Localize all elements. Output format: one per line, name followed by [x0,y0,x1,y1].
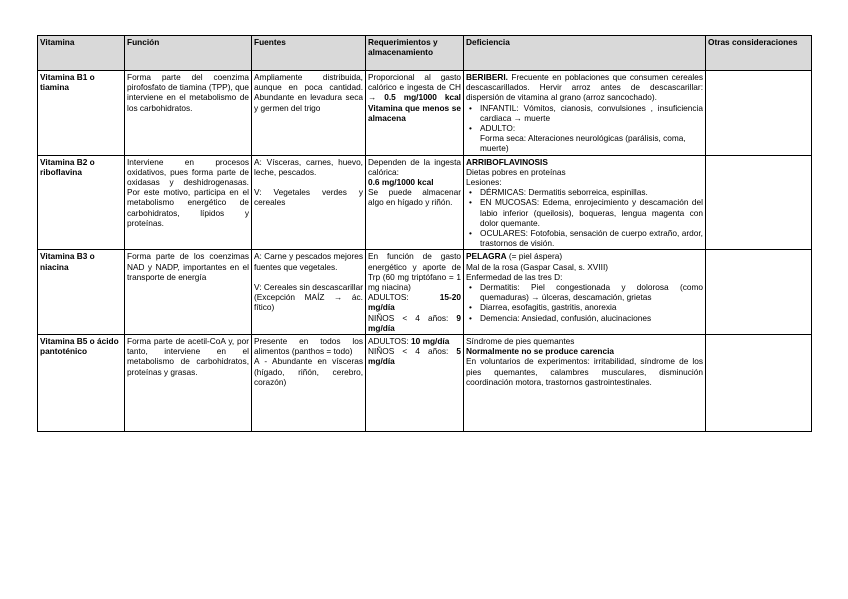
list-item: • EN MUCOSAS: Edema, enrojecimiento y descamación del labio inferior (queilosis), boqueras, lengua magenta con dolor quemante. [480,197,703,228]
list-item: • Demencia: Ansiedad, confusión, alucinaciones [480,313,703,323]
req-child-label: NIÑOS < 4 años: [368,346,457,357]
fuentes-general: Presente en todos los alimentos (panthos = todo) [254,336,363,357]
header-deficiencia: Deficiencia [464,36,706,71]
deficiencia-cell [464,71,706,156]
list-item: • INFANTIL: Vómitos, cianosis, convulsiones , insuficiencia cardiaca → muerte [480,103,703,123]
requerimientos-cell [366,155,464,250]
requerimientos-cell [366,335,464,432]
deficiencia-cell [464,155,706,250]
header-fuentes: Fuentes [252,36,366,71]
deficiency-line: Enfermedad de las tres D: [466,271,563,282]
fuentes-vegetal: V: Cereales sin descascarillar (Excepción MAÍZ → ác. fítico) [254,281,363,313]
header-funcion: Función [125,36,252,71]
req-text: Dependen de la ingesta calórica: [368,156,461,177]
deficiency-intro: Frecuente en poblaciones que consumen cereales descascarillados. Hervir arroz antes de descascarillar: dispersión de vitamina al grano (arroz sancochado). [466,72,703,103]
list-item: • Dermatitis: Piel congestionada y dolorosa (como quemaduras) → úlceras, descamación, grietas [480,282,703,302]
req-text: En función de gasto energético y aporte de Trp (60 mg triptófano = 1 mg niacina) [368,251,461,293]
otras-cell [706,250,812,335]
deficiency-title: BERIBERI. [466,72,508,82]
table-row [38,250,812,335]
deficiency-list [466,282,703,323]
vitamins-table [37,35,812,432]
req-dose: 0.6 mg/1000 kcal [368,177,434,188]
deficiency-list [466,103,703,134]
req-text: Proporcional al gasto calórico e ingesta de CH → [368,72,461,103]
deficiency-title-note: (= piel áspera) [506,251,563,262]
fuentes-animal: A: Carne y pescados mejores fuentes que vegetales. [254,251,363,272]
list-item: • DÉRMICAS: Dermatitis seborreica, espinillas. [480,187,703,197]
otras-cell [706,71,812,156]
req-child-label: NIÑOS < 4 años: [368,312,457,323]
deficiency-bold: Normalmente no se produce carencia [466,346,615,357]
table-row [38,335,812,432]
otras-cell [706,155,812,250]
fuentes-cell [252,155,366,250]
fuentes-cell [252,335,366,432]
funcion-cell: Interviene en procesos oxidativos, pues forma parte de oxidasas y deshidrogenasas. Por este motivo, participa en el metabolismo energético de carbohidratos, lípidos y proteínas. [125,155,252,250]
otras-cell [706,335,812,432]
deficiencia-cell [464,335,706,432]
table-row [38,155,812,250]
list-item: • ADULTO: [480,123,703,133]
vitamin-name: Vitamina B1 o tiamina [38,71,125,156]
req-adult-dose: 15-20 mg/día [368,292,461,313]
table-row [38,71,812,156]
fuentes-animal: A: Vísceras, carnes, huevo, leche, pescados. [254,156,363,177]
req-adult-label: ADULTOS: [368,336,412,347]
deficiencia-cell [464,250,706,335]
req-dose: 0.5 mg/1000 kcal [384,92,461,103]
req-storage: Vitamina que menos se almacena [368,102,461,123]
req-storage: Se puede almacenar algo en hígado y riñón. [368,187,461,208]
req-child-dose: 5 mg/día [368,346,461,367]
requerimientos-cell [366,250,464,335]
header-vitamina: Vitamina [38,36,125,71]
fuentes-cell [252,250,366,335]
list-item: • OCULARES: Fotofobia, sensación de cuerpo extraño, ardor, trastornos de visión. [480,228,703,248]
requerimientos-cell [366,71,464,156]
vitamin-name: Vitamina B3 o niacina [38,250,125,335]
deficiency-line: Lesiones: [466,177,502,188]
funcion-cell: Forma parte del coenzima pirofosfato de tiamina (TPP), que interviene en el metabolismo de los carbohidratos. [125,71,252,156]
header-row [38,36,812,71]
req-adult-dose: 10 mg/día [411,336,450,347]
funcion-cell: Forma parte de acetil-CoA y, por tanto, interviene en el metabolismo de carbohidratos, proteínas y grasas. [125,335,252,432]
fuentes-animal: A - Abundante en vísceras (hígado, riñón, cerebro, corazón) [254,356,363,387]
req-child-dose: 9 mg/día [368,312,461,333]
header-otras: Otras consideraciones [706,36,812,71]
header-requerimientos: Requerimientos y almacenamiento [366,36,464,71]
deficiency-line: Síndrome de pies quemantes [466,336,575,347]
deficiency-line: Mal de la rosa (Gaspar Casal, s. XVIII) [466,261,609,272]
list-item: • Diarrea, esofagitis, gastritis, anorexia [480,302,703,312]
fuentes-vegetal: V: Vegetales verdes y cereales [254,187,363,208]
deficiency-list [466,187,703,248]
vitamin-name: Vitamina B5 o ácido pantoténico [38,335,125,432]
deficiency-title: PELAGRA [466,251,507,262]
req-adult-label: ADULTOS: [368,292,440,303]
vitamin-name: Vitamina B2 o riboflavina [38,155,125,250]
deficiency-line: Dietas pobres en proteínas [466,166,566,177]
deficiency-text: En voluntarios de experimentos: irritabilidad, síndrome de los pies quemantes, calambres musculares, disminución coordinación motora, trastornos gastrointestinales. [466,356,703,387]
fuentes-cell: Ampliamente distribuida, aunque en poca cantidad. Abundante en levadura seca y germen del trigo [252,71,366,156]
deficiency-title: ARRIBOFLAVINOSIS [466,156,548,167]
funcion-cell: Forma parte de los coenzimas NAD y NADP, importantes en el transporte de energía [125,250,252,335]
deficiency-extra: Forma seca: Alteraciones neurológicas (parálisis, coma, muerte) [480,133,686,154]
